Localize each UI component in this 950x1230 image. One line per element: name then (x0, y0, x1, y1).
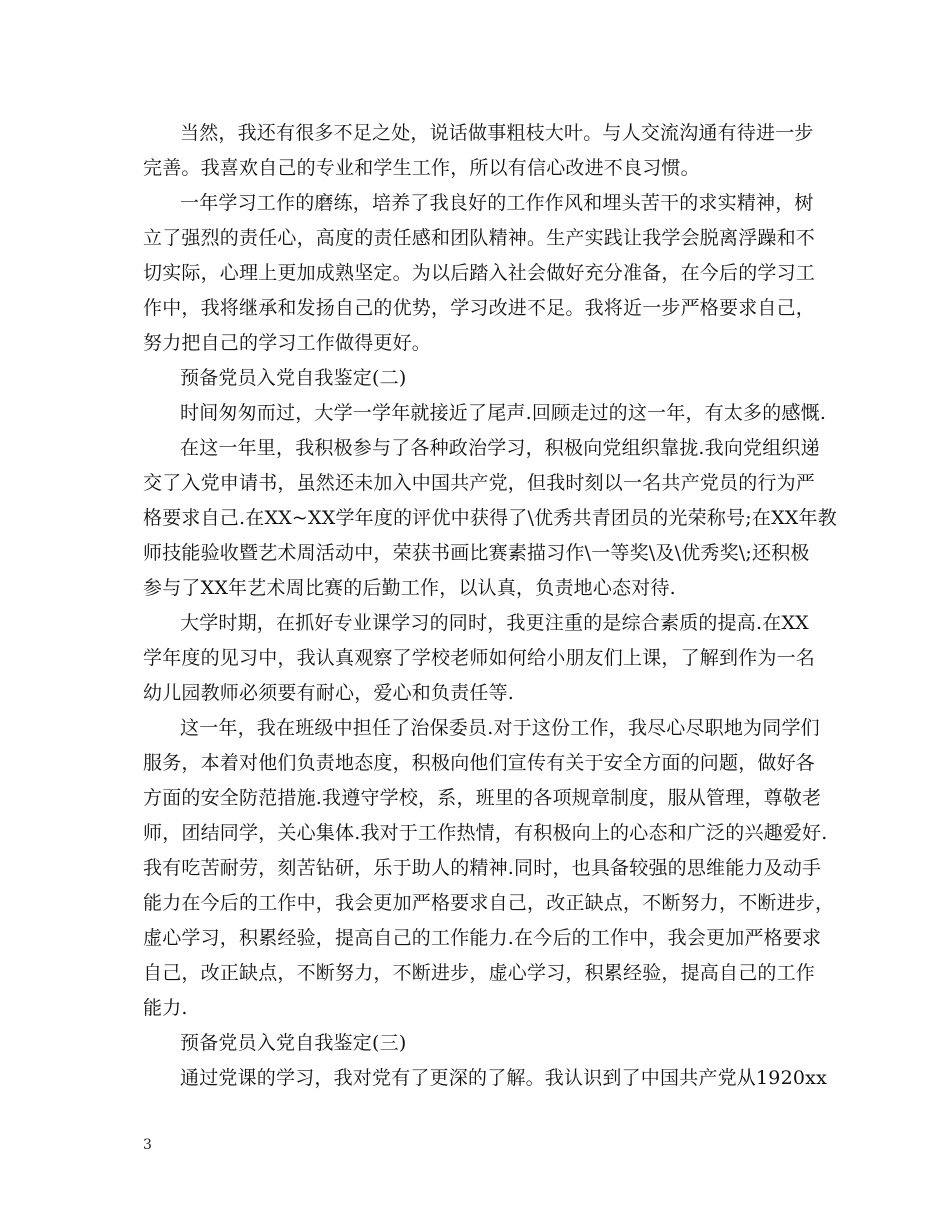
paragraph-line: 参与了XX年艺术周比赛的后勤工作，以认真，负责地心态对待. (143, 577, 676, 599)
paragraph-line: 能力. (143, 997, 188, 1019)
paragraph-line: 通过党课的学习，我对党有了更深的了解。我认识到了中国共产党从1920xx (180, 1067, 827, 1089)
paragraph-line: 我有吃苦耐劳，刻苦钻研，乐于助人的精神.同时，也具备较强的思维能力及动手 (143, 857, 822, 879)
paragraph-line: 大学时期，在抓好专业课学习的同时，我更注重的是综合素质的提高.在XX (180, 612, 809, 634)
document-body (143, 116, 837, 1096)
paragraph-line: 师，团结同学，关心集体.我对于工作热情，有积极向上的心态和广泛的兴趣爱好. (143, 822, 828, 844)
paragraph-line: 完善。我喜欢自己的专业和学生工作，所以有信心改进不良习惯。 (143, 157, 700, 179)
paragraph-line: 努力把自己的学习工作做得更好。 (143, 332, 432, 354)
paragraph-line: 这一年，我在班级中担任了治保委员.对于这份工作，我尽心尽职地为同学们 (180, 717, 820, 739)
section-heading: 预备党员入党自我鉴定(二) (180, 367, 407, 389)
paragraph-line: 服务，本着对他们负责地态度，积极向他们宣传有关于安全方面的问题，做好各 (143, 752, 816, 774)
paragraph-line: 格要求自己.在XX~XX学年度的评优中获得了\优秀共青团员的光荣称号;在XX年教 (143, 507, 837, 529)
paragraph-line: 当然，我还有很多不足之处，说话做事粗枝大叶。与人交流沟通有待进一步 (180, 122, 814, 144)
paragraph-line: 交了入党申请书，虽然还未加入中国共产党，但我时刻以一名共产党员的行为严 (143, 472, 816, 494)
paragraph-line: 切实际，心理上更加成熟坚定。为以后踏入社会做好充分准备，在今后的学习工 (143, 262, 816, 284)
paragraph-line: 立了强烈的责任心，高度的责任感和团队精神。生产实践让我学会脱离浮躁和不 (143, 227, 816, 249)
paragraph-line: 自己，改正缺点，不断努力，不断进步，虚心学习，积累经验，提高自己的工作 (143, 962, 816, 984)
paragraph-line: 时间匆匆而过，大学一学年就接近了尾声.回顾走过的这一年，有太多的感慨. (180, 402, 827, 424)
paragraph-line: 在这一年里，我积极参与了各种政治学习，积极向党组织靠拢.我向党组织递 (180, 437, 820, 459)
paragraph-line: 能力在今后的工作中，我会更加严格要求自己，改正缺点，不断努力，不断进步， (143, 892, 835, 914)
paragraph-line: 学年度的见习中，我认真观察了学校老师如何给小朋友们上课，了解到作为一名 (143, 647, 816, 669)
paragraph-line: 作中，我将继承和发扬自己的优势，学习改进不足。我将近一步严格要求自己， (143, 297, 816, 319)
paragraph-line: 幼儿园教师必须要有耐心，爱心和负责任等. (143, 682, 515, 704)
paragraph-line: 虚心学习，积累经验，提高自己的工作能力.在今后的工作中，我会更加严格要求 (143, 927, 822, 949)
paragraph-line: 一年学习工作的磨练，培养了我良好的工作作风和埋头苦干的求实精神，树 (180, 192, 814, 214)
page-number: 3 (143, 1137, 152, 1153)
paragraph-line: 师技能验收暨艺术周活动中，荣获书画比赛素描习作\一等奖\及\优秀奖\;还积极 (143, 542, 810, 564)
section-heading: 预备党员入党自我鉴定(三) (180, 1032, 407, 1054)
paragraph-line: 方面的安全防范措施.我遵守学校，系，班里的各项规章制度，服从管理，尊敬老 (143, 787, 822, 809)
